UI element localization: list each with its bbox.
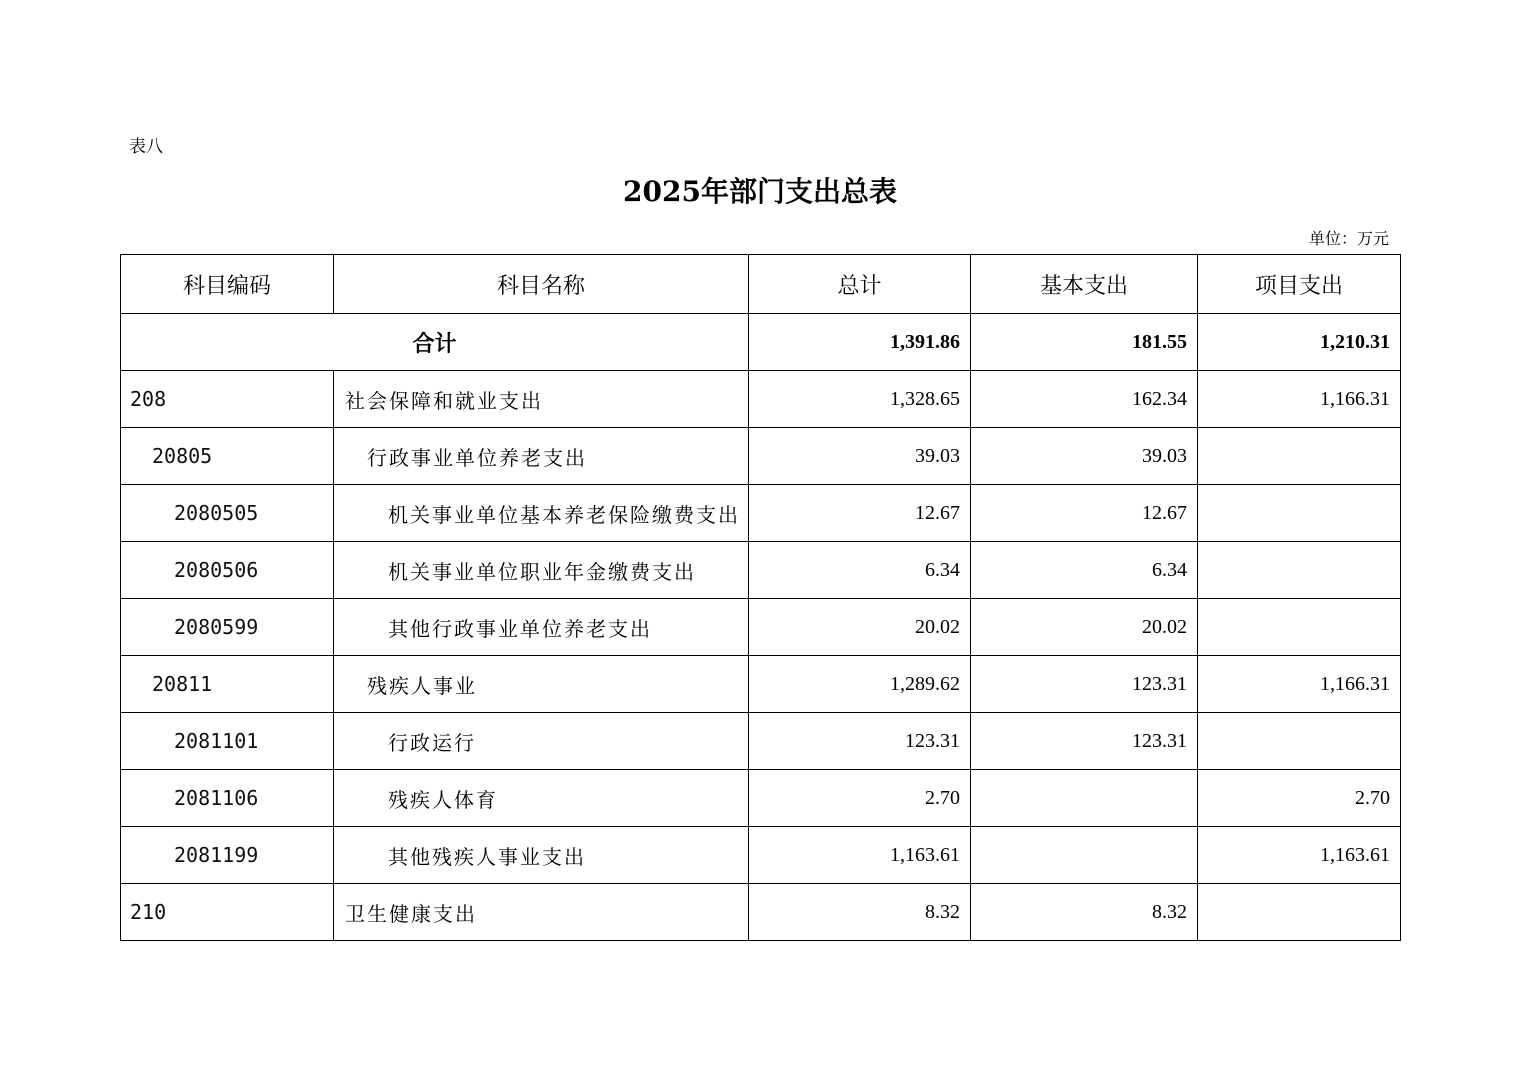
subject-code-cell: 2080506 <box>121 542 334 599</box>
table-header-row <box>121 255 1401 314</box>
total-row-project: 1,210.31 <box>1198 314 1401 371</box>
subject-name-cell: 其他行政事业单位养老支出 <box>334 599 749 656</box>
project-expenditure-cell: 1,166.31 <box>1198 371 1401 428</box>
expenditure-table <box>120 254 1401 941</box>
table-row <box>121 656 1401 713</box>
subject-name-cell: 卫生健康支出 <box>334 884 749 941</box>
project-expenditure-cell <box>1198 599 1401 656</box>
basic-expenditure-cell: 39.03 <box>971 428 1198 485</box>
total-row-total: 1,391.86 <box>749 314 971 371</box>
subject-name-cell: 行政运行 <box>334 713 749 770</box>
table-row <box>121 599 1401 656</box>
page-title: 2025年部门支出总表 <box>623 175 897 208</box>
project-expenditure-cell <box>1198 485 1401 542</box>
table-row <box>121 542 1401 599</box>
project-expenditure-cell: 1,163.61 <box>1198 827 1401 884</box>
total-cell: 1,328.65 <box>749 371 971 428</box>
basic-expenditure-cell: 162.34 <box>971 371 1198 428</box>
subject-code-cell: 208 <box>121 371 334 428</box>
basic-expenditure-cell: 123.31 <box>971 656 1198 713</box>
total-cell: 12.67 <box>749 485 971 542</box>
project-expenditure-cell <box>1198 428 1401 485</box>
total-row-basic: 181.55 <box>971 314 1198 371</box>
header-total: 总计 <box>749 255 971 314</box>
header-subject-name: 科目名称 <box>334 255 749 314</box>
subject-name-cell: 社会保障和就业支出 <box>334 371 749 428</box>
project-expenditure-cell <box>1198 542 1401 599</box>
total-cell: 1,289.62 <box>749 656 971 713</box>
project-expenditure-cell <box>1198 884 1401 941</box>
total-row <box>121 314 1401 371</box>
subject-code-cell: 2080599 <box>121 599 334 656</box>
subject-name-cell: 残疾人事业 <box>334 656 749 713</box>
table-row <box>121 485 1401 542</box>
total-cell: 6.34 <box>749 542 971 599</box>
subject-name-cell: 残疾人体育 <box>334 770 749 827</box>
header-basic-expenditure: 基本支出 <box>971 255 1198 314</box>
unit-label: 单位：万元 <box>1308 229 1389 248</box>
basic-expenditure-cell: 6.34 <box>971 542 1198 599</box>
subject-code-cell: 20805 <box>121 428 334 485</box>
total-cell: 1,163.61 <box>749 827 971 884</box>
project-expenditure-cell <box>1198 713 1401 770</box>
basic-expenditure-cell <box>971 827 1198 884</box>
table-body <box>121 314 1401 941</box>
header-project-expenditure: 项目支出 <box>1198 255 1401 314</box>
total-cell: 2.70 <box>749 770 971 827</box>
total-cell: 39.03 <box>749 428 971 485</box>
subject-code-cell: 2080505 <box>121 485 334 542</box>
basic-expenditure-cell <box>971 770 1198 827</box>
table-row <box>121 713 1401 770</box>
subject-code-cell: 20811 <box>121 656 334 713</box>
basic-expenditure-cell: 12.67 <box>971 485 1198 542</box>
basic-expenditure-cell: 20.02 <box>971 599 1198 656</box>
table-row <box>121 770 1401 827</box>
subject-code-cell: 2081199 <box>121 827 334 884</box>
total-row-label: 合计 <box>121 314 749 371</box>
table-row <box>121 428 1401 485</box>
basic-expenditure-cell: 123.31 <box>971 713 1198 770</box>
total-cell: 123.31 <box>749 713 971 770</box>
table-row <box>121 371 1401 428</box>
table-row <box>121 827 1401 884</box>
project-expenditure-cell: 1,166.31 <box>1198 656 1401 713</box>
project-expenditure-cell: 2.70 <box>1198 770 1401 827</box>
basic-expenditure-cell: 8.32 <box>971 884 1198 941</box>
header-subject-code: 科目编码 <box>121 255 334 314</box>
subject-name-cell: 行政事业单位养老支出 <box>334 428 749 485</box>
subject-code-cell: 2081106 <box>121 770 334 827</box>
table-row <box>121 884 1401 941</box>
subject-code-cell: 2081101 <box>121 713 334 770</box>
total-cell: 20.02 <box>749 599 971 656</box>
subject-name-cell: 其他残疾人事业支出 <box>334 827 749 884</box>
subject-name-cell: 机关事业单位基本养老保险缴费支出 <box>334 485 749 542</box>
table-number-label: 表八 <box>129 137 163 157</box>
subject-code-cell: 210 <box>121 884 334 941</box>
total-cell: 8.32 <box>749 884 971 941</box>
subject-name-cell: 机关事业单位职业年金缴费支出 <box>334 542 749 599</box>
